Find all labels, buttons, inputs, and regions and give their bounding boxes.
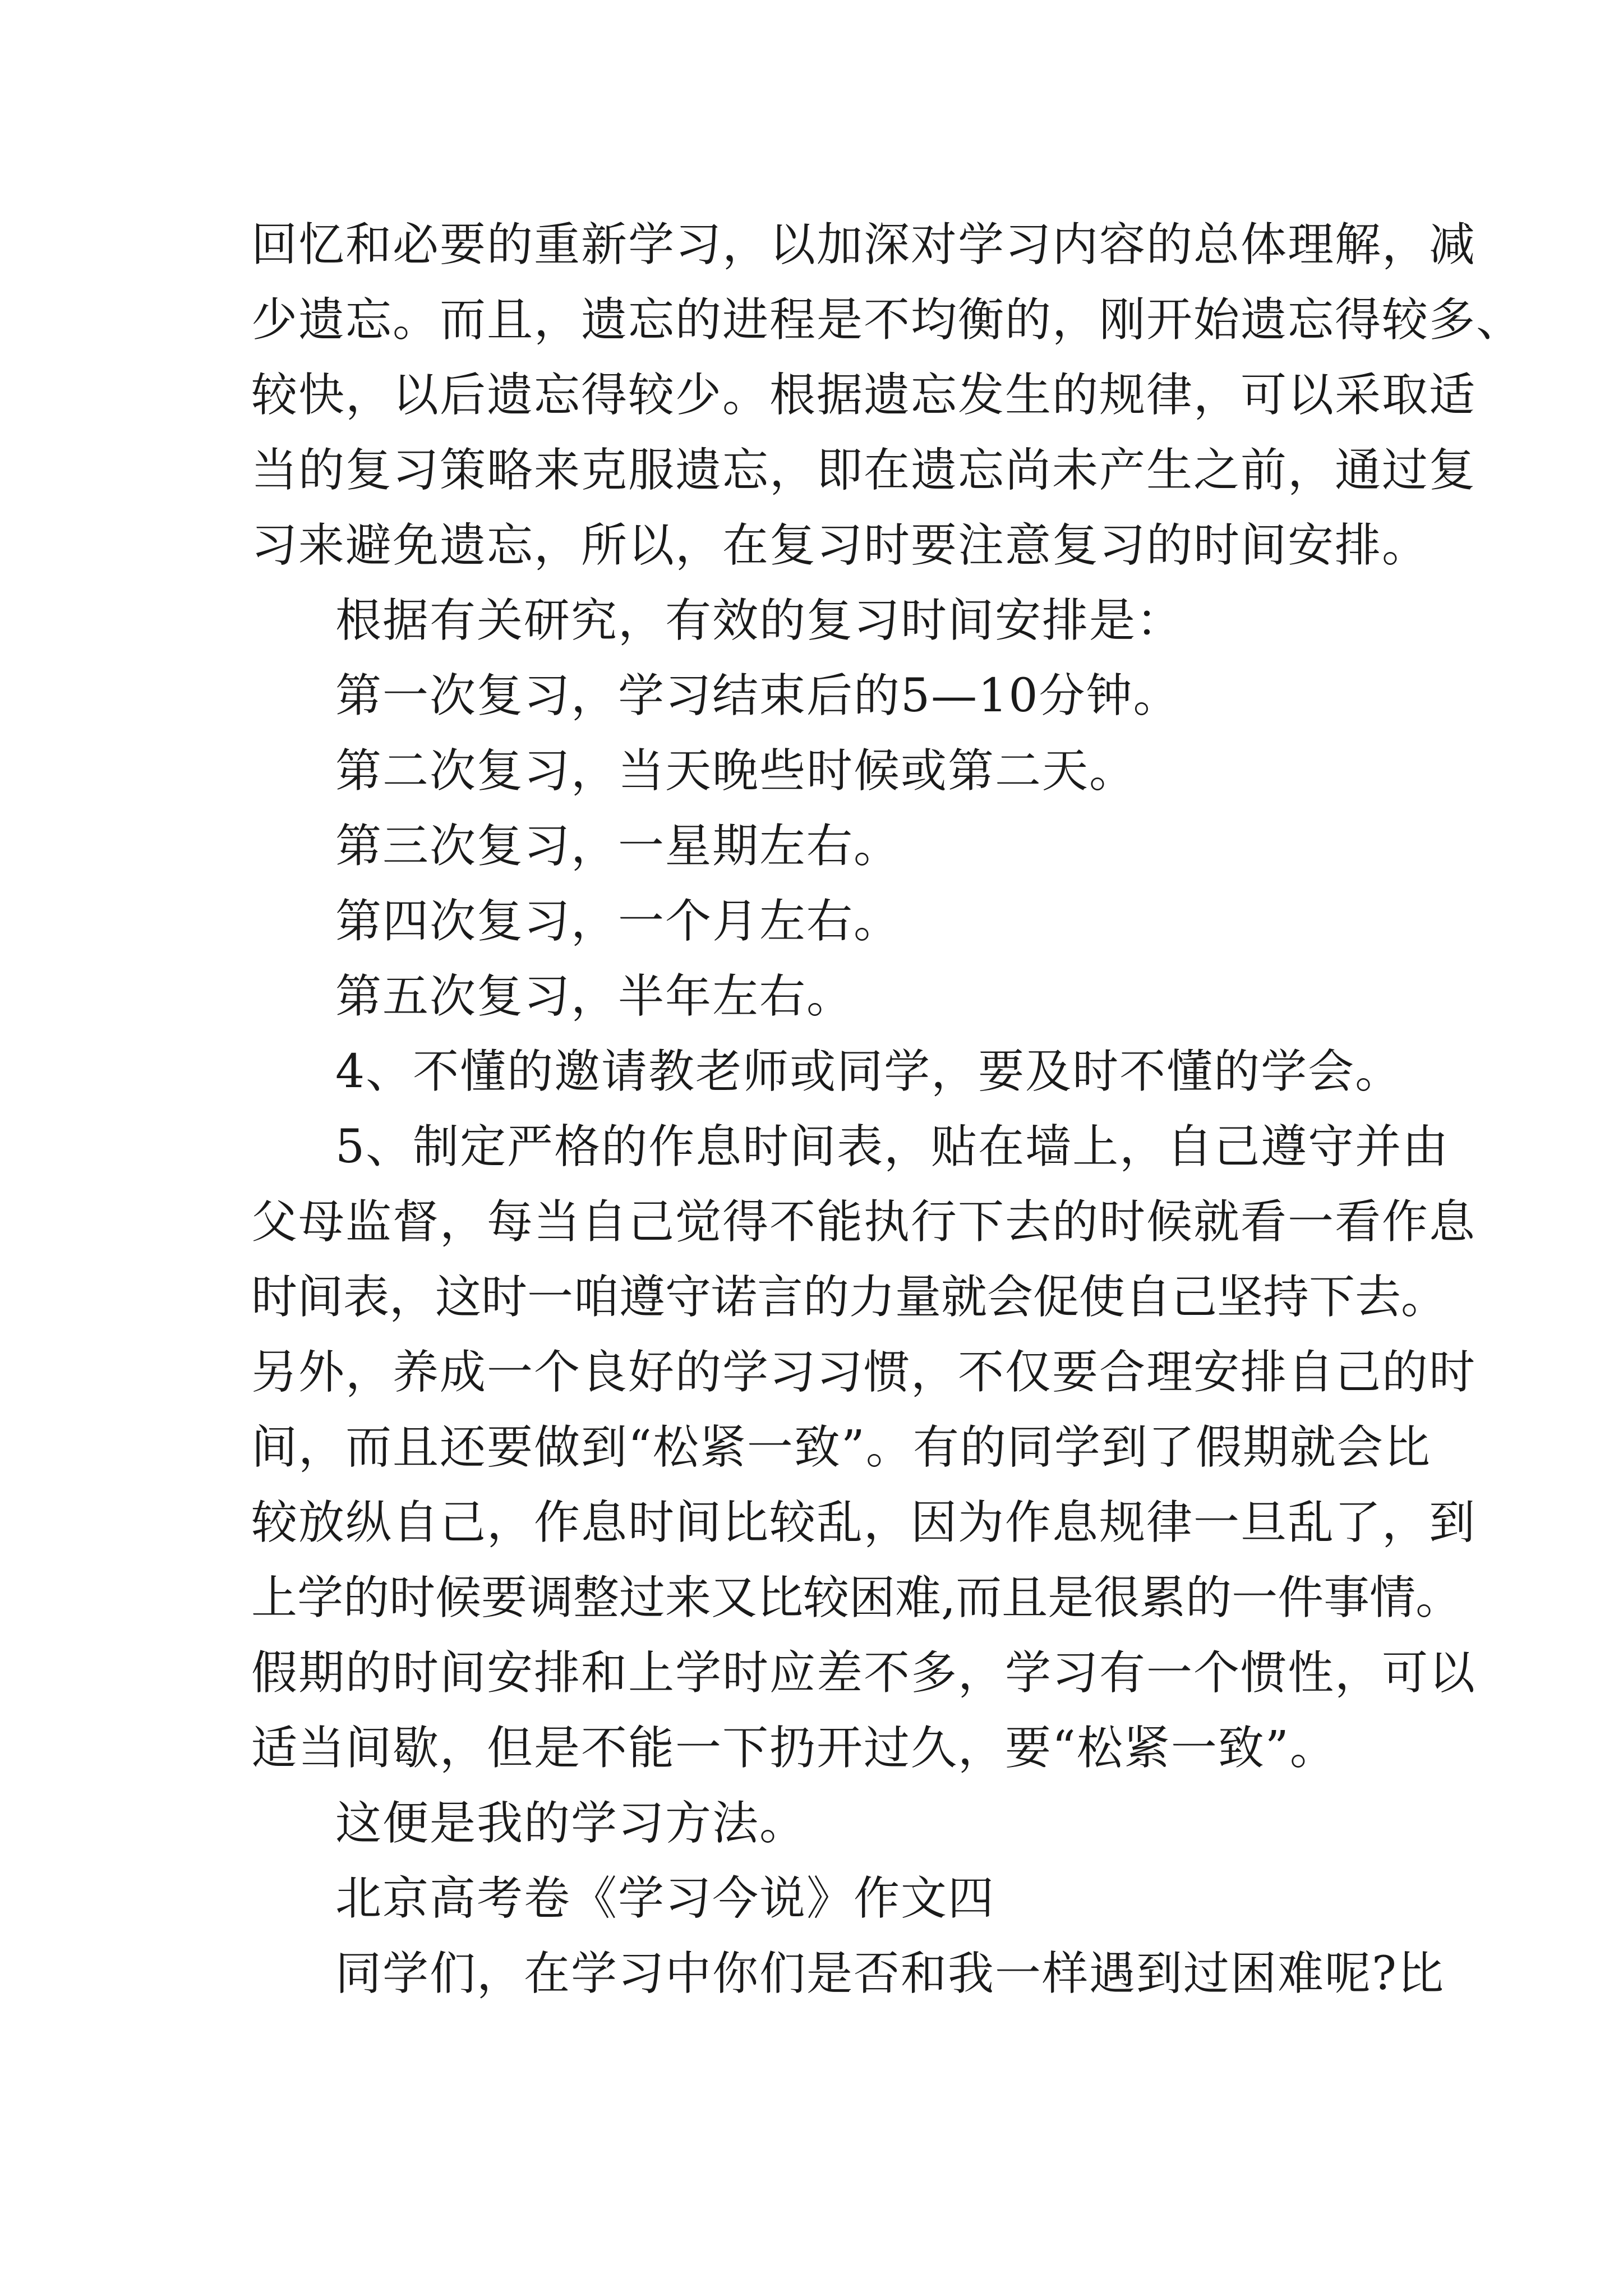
text-line: 间，而且还要做到“松紧一致”。有的同学到了假期就会比	[251, 1421, 1431, 1474]
schedule-item: 第五次复习，半年左右。	[335, 970, 854, 1023]
text-line: 回忆和必要的重新学习，以加深对学习内容的总体理解，减	[251, 218, 1477, 272]
schedule-item: 第二次复习，当天晚些时候或第二天。	[335, 744, 1137, 798]
text-line: 另外，养成一个良好的学习习惯，不仅要合理安排自己的时	[251, 1346, 1477, 1399]
schedule-item: 第四次复习，一个月左右。	[335, 895, 901, 948]
text-line: 少遗忘。而且，遗忘的进程是不均衡的，刚开始遗忘得较多、	[251, 293, 1524, 347]
text-line: 根据有关研究，有效的复习时间安排是：	[335, 594, 1184, 647]
schedule-item: 第一次复习，学习结束后的5—10分钟。	[335, 669, 1181, 723]
text-line: 时间表，这时一咱遵守诺言的力量就会促使自己坚持下去。	[251, 1271, 1447, 1324]
text-line: 父母监督，每当自己觉得不能执行下去的时候就看一看作息	[251, 1195, 1477, 1249]
text-line: 适当间歇，但是不能一下扔开过久，要“松紧一致”。	[251, 1722, 1337, 1775]
text-line: 习来避免遗忘，所以，在复习时要注意复习的时间安排。	[251, 519, 1430, 572]
section-heading: 北京高考卷《学习今说》作文四	[335, 1872, 995, 1925]
text-line: 上学的时候要调整过来又比较困难,而且是很累的一件事情。	[251, 1571, 1462, 1625]
numbered-point: 4、不懂的邀请教老师或同学，要及时不懂的学会。	[335, 1045, 1403, 1098]
numbered-point: 5、制定严格的作息时间表，贴在墙上，自己遵守并由	[335, 1120, 1450, 1174]
text-line: 这便是我的学习方法。	[335, 1797, 807, 1850]
article-body	[251, 208, 1524, 2012]
text-line: 同学们，在学习中你们是否和我一样遇到过困难呢?比	[335, 1947, 1445, 2000]
schedule-item: 第三次复习，一星期左右。	[335, 820, 901, 873]
text-line: 假期的时间安排和上学时应差不多，学习有一个惯性，可以	[251, 1646, 1477, 1700]
text-line: 较放纵自己，作息时间比较乱，因为作息规律一旦乱了，到	[251, 1496, 1477, 1549]
text-line: 当的复习策略来克服遗忘，即在遗忘尚未产生之前，通过复	[251, 444, 1477, 497]
text-line: 较快，以后遗忘得较少。根据遗忘发生的规律，可以采取适	[251, 369, 1477, 422]
